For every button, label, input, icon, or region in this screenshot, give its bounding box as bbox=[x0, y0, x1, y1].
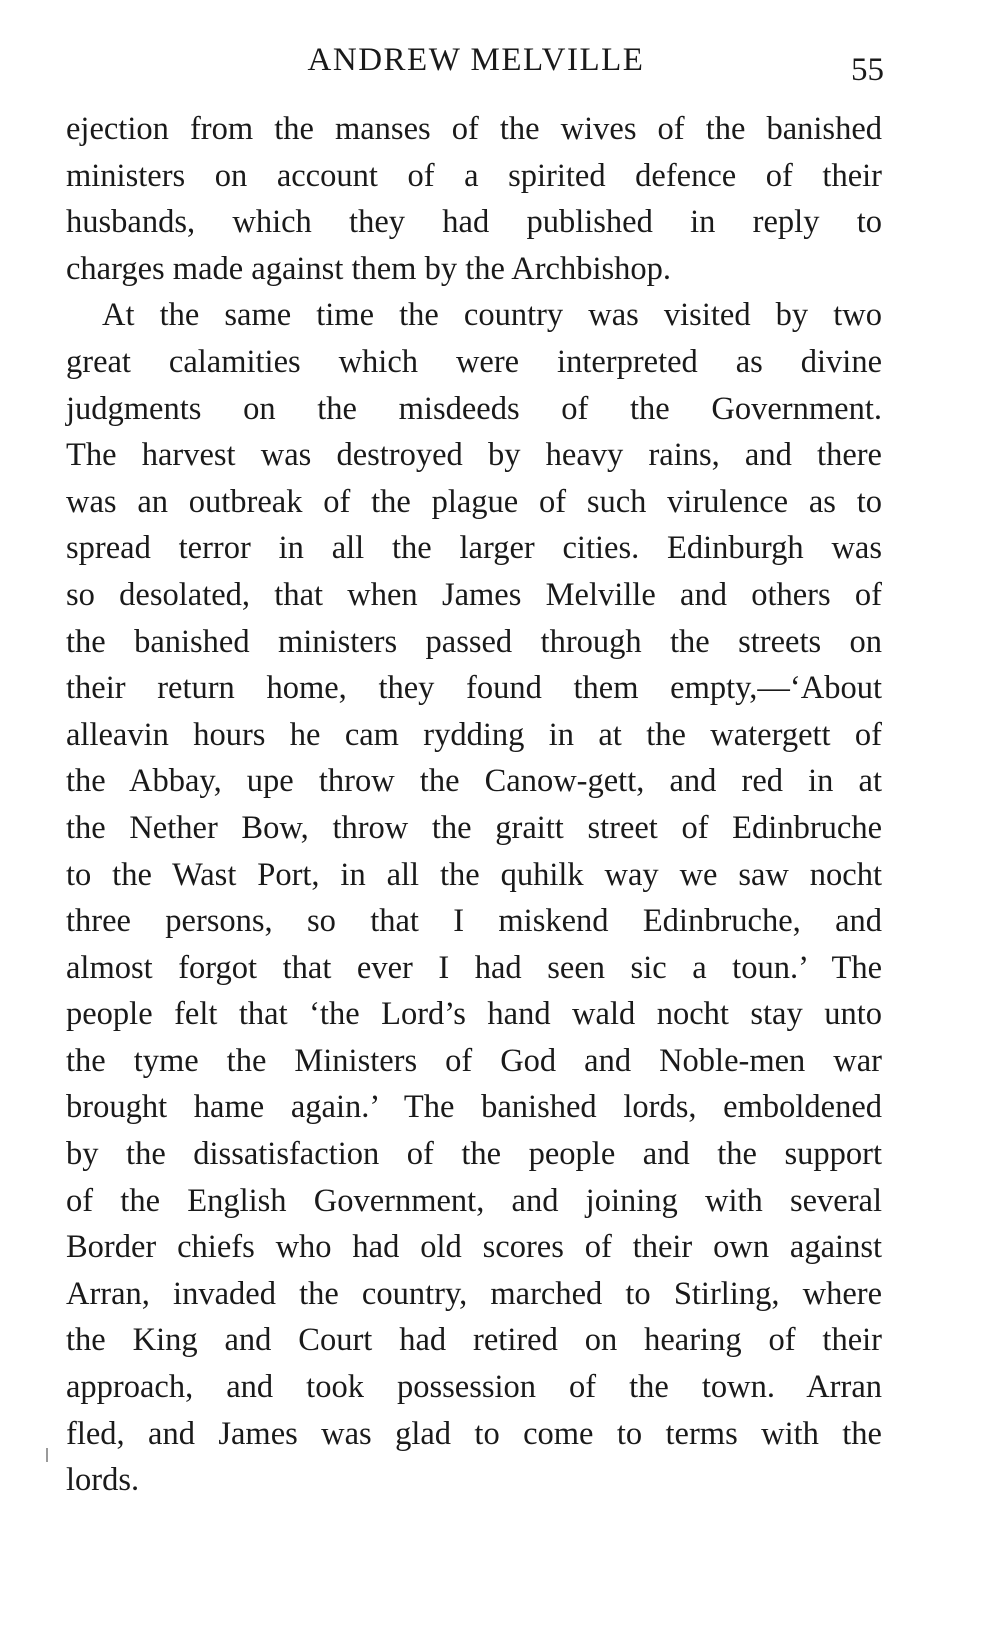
text-line: three persons, so that I miskend Edinbruche, and bbox=[66, 903, 882, 940]
margin-mark bbox=[46, 1448, 48, 1462]
text-line: people felt that ‘the Lord’s hand wald nocht stay unto bbox=[66, 996, 882, 1033]
running-title: ANDREW MELVILLE bbox=[307, 42, 645, 78]
text-line: almost forgot that ever I had seen sic a toun.’ The bbox=[66, 949, 882, 986]
text-line: great calamities which were interpreted as divine bbox=[66, 343, 882, 380]
paragraph-1 bbox=[66, 106, 882, 292]
text-line: brought hame again.’ The banished lords, emboldened bbox=[66, 1089, 882, 1126]
text-line: charges made against them by the Archbishop. bbox=[66, 250, 672, 287]
text-line: ejection from the manses of the wives of the banished bbox=[66, 111, 882, 147]
text-line: alleavin hours he cam rydding in at the watergett of bbox=[66, 716, 882, 753]
paragraph-2 bbox=[66, 292, 882, 1503]
text-line: by the dissatisfaction of the people and the support bbox=[66, 1136, 882, 1173]
text-line: ministers on account of a spirited defence of their bbox=[66, 157, 882, 194]
text-line: so desolated, that when James Melville and others of bbox=[66, 576, 882, 613]
text-line: approach, and took possession of the town. Arran bbox=[66, 1369, 882, 1406]
text-line: At the same time the country was visited by two bbox=[102, 297, 882, 334]
text-line: the Abbay, upe throw the Canow-gett, and red in at bbox=[66, 763, 882, 800]
text-line: husbands, which they had published in reply to bbox=[66, 204, 882, 241]
text-line: the banished ministers passed through the streets on bbox=[66, 623, 882, 660]
text-line: of the English Government, and joining with several bbox=[66, 1182, 882, 1219]
running-head bbox=[66, 38, 886, 88]
text-line: lords. bbox=[66, 1462, 140, 1499]
body-text bbox=[66, 106, 882, 1504]
text-line: fled, and James was glad to come to terms with the bbox=[66, 1415, 882, 1452]
page-number: 55 bbox=[851, 52, 884, 88]
text-line: the Nether Bow, throw the graitt street of Edinbruche bbox=[66, 809, 882, 846]
text-line: their return home, they found them empty,—‘About bbox=[66, 670, 882, 707]
text-line: judgments on the misdeeds of the Government. bbox=[66, 390, 882, 427]
text-line: was an outbreak of the plague of such virulence as to bbox=[66, 483, 882, 520]
text-line: to the Wast Port, in all the quhilk way we saw nocht bbox=[66, 856, 882, 893]
text-line: Border chiefs who had old scores of their own against bbox=[66, 1229, 882, 1266]
text-line: The harvest was destroyed by heavy rains, and there bbox=[66, 437, 882, 474]
text-line: the tyme the Ministers of God and Noble-men war bbox=[66, 1042, 882, 1079]
text-line: spread terror in all the larger cities. Edinburgh was bbox=[66, 530, 882, 567]
text-line: the King and Court had retired on hearing of their bbox=[66, 1322, 882, 1359]
text-line: Arran, invaded the country, marched to Stirling, where bbox=[66, 1275, 882, 1312]
